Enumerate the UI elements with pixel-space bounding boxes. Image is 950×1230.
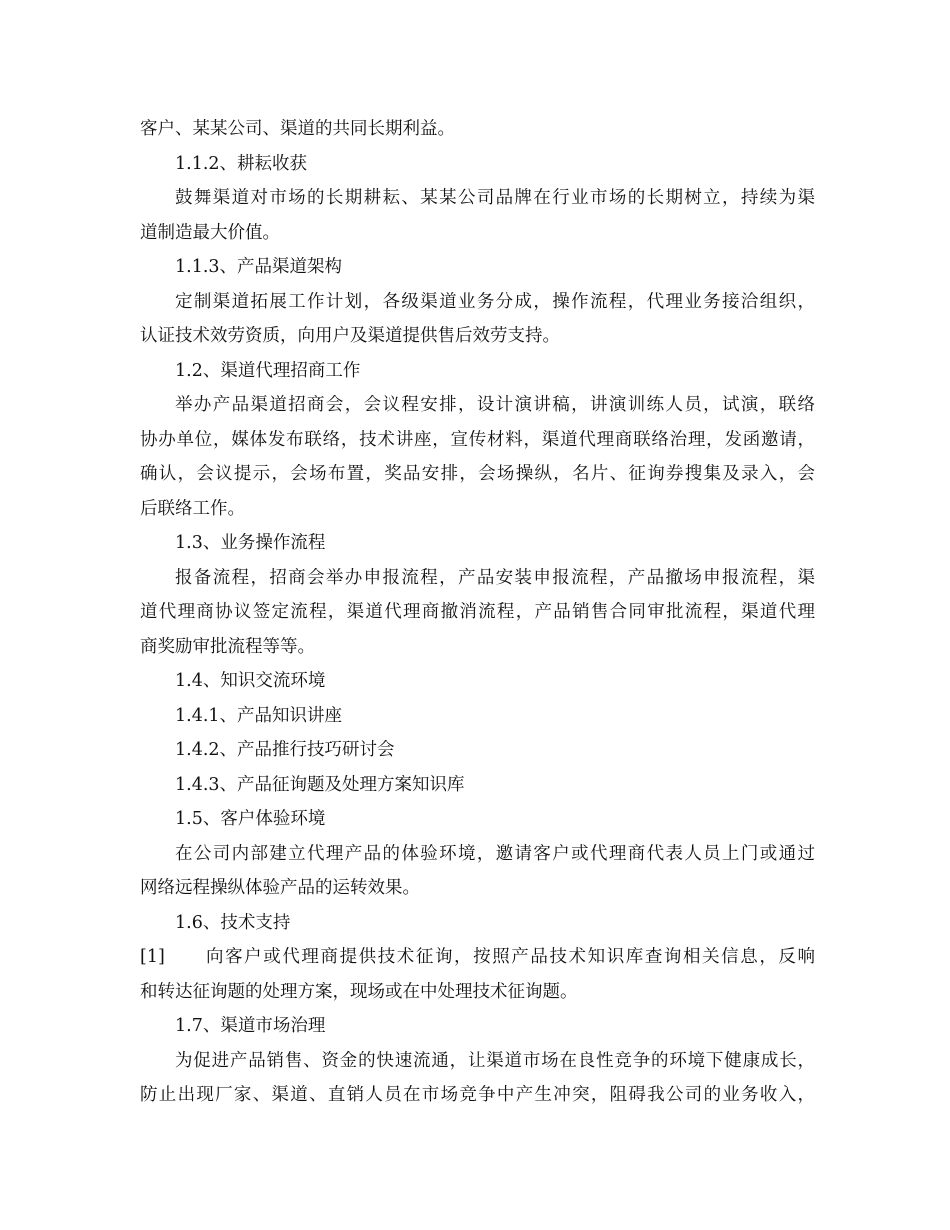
- section-heading: 1.1.2、耕耘收获: [175, 153, 308, 174]
- footnote-marker: [1]: [140, 947, 165, 967]
- section-heading: 1.4.3、产品征询题及处理方案知识库: [175, 774, 465, 795]
- section-heading: 1.2、渠道代理招商工作: [175, 360, 361, 381]
- paragraph-line: 后联络工作。: [140, 498, 245, 519]
- paragraph-line: 客户、某某公司、渠道的共同长期利益。: [140, 119, 455, 139]
- section-heading: 1.5、客户体验环境: [175, 809, 326, 829]
- paragraph-line: 防止出现厂家、渠道、直销人员在市场竞争中产生冲突，阻碍我公司的业务收入，: [140, 1085, 815, 1105]
- paragraph-line: 为促进产品销售、资金的快速流通，让渠道市场在良性竞争的环境下健康成长，: [175, 1050, 815, 1071]
- section-heading: 1.4、知识交流环境: [175, 671, 326, 691]
- section-heading: 1.3、业务操作流程: [175, 533, 326, 553]
- paragraph-line: 商奖励审批流程等等。: [140, 636, 315, 657]
- section-heading: 1.7、渠道市场治理: [175, 1016, 326, 1036]
- paragraph-line: 网络远程操纵体验产品的运转效果。: [140, 878, 420, 898]
- section-heading: 1.6、技术支持: [175, 912, 291, 933]
- footnote-line: [140, 940, 815, 975]
- document-page: [140, 112, 815, 1113]
- paragraph-line: 定制渠道拓展工作计划，各级渠道业务分成，操作流程，代理业务接洽组织，: [175, 291, 815, 312]
- paragraph-line: 认证技术效劳资质，向用户及渠道提供售后效劳支持。: [140, 326, 560, 346]
- paragraph-line: 举办产品渠道招商会，会议程安排，设计演讲稿，讲演训练人员，试演，联络: [175, 395, 815, 415]
- paragraph-line: 报备流程，招商会举办申报流程，产品安装申报流程，产品撤场申报流程，渠: [175, 567, 815, 588]
- paragraph-line: 向客户或代理商提供技术征询，按照产品技术知识库查询相关信息，反响: [206, 947, 815, 967]
- paragraph-line: 鼓舞渠道对市场的长期耕耘、某某公司品牌在行业市场的长期树立，持续为渠: [175, 188, 815, 208]
- section-heading: 1.4.1、产品知识讲座: [175, 705, 343, 726]
- paragraph-line: 协办单位，媒体发布联络，技术讲座，宣传材料，渠道代理商联络治理，发函邀请，: [140, 429, 815, 450]
- section-heading: 1.1.3、产品渠道架构: [175, 257, 343, 277]
- paragraph-line: 道制造最大价值。: [140, 222, 280, 243]
- section-heading: 1.4.2、产品推行技巧研讨会: [175, 740, 395, 760]
- paragraph-line: 道代理商协议签定流程，渠道代理商撤消流程，产品销售合同审批流程，渠道代理: [140, 602, 815, 622]
- paragraph-line: 和转达征询题的处理方案，现场或在中处理技术征询题。: [140, 981, 578, 1002]
- paragraph-line: 确认，会议提示，会场布置，奖品安排，会场操纵，名片、征询券搜集及录入，会: [140, 464, 815, 484]
- paragraph-line: 在公司内部建立代理产品的体验环境，邀请客户或代理商代表人员上门或通过: [175, 843, 815, 864]
